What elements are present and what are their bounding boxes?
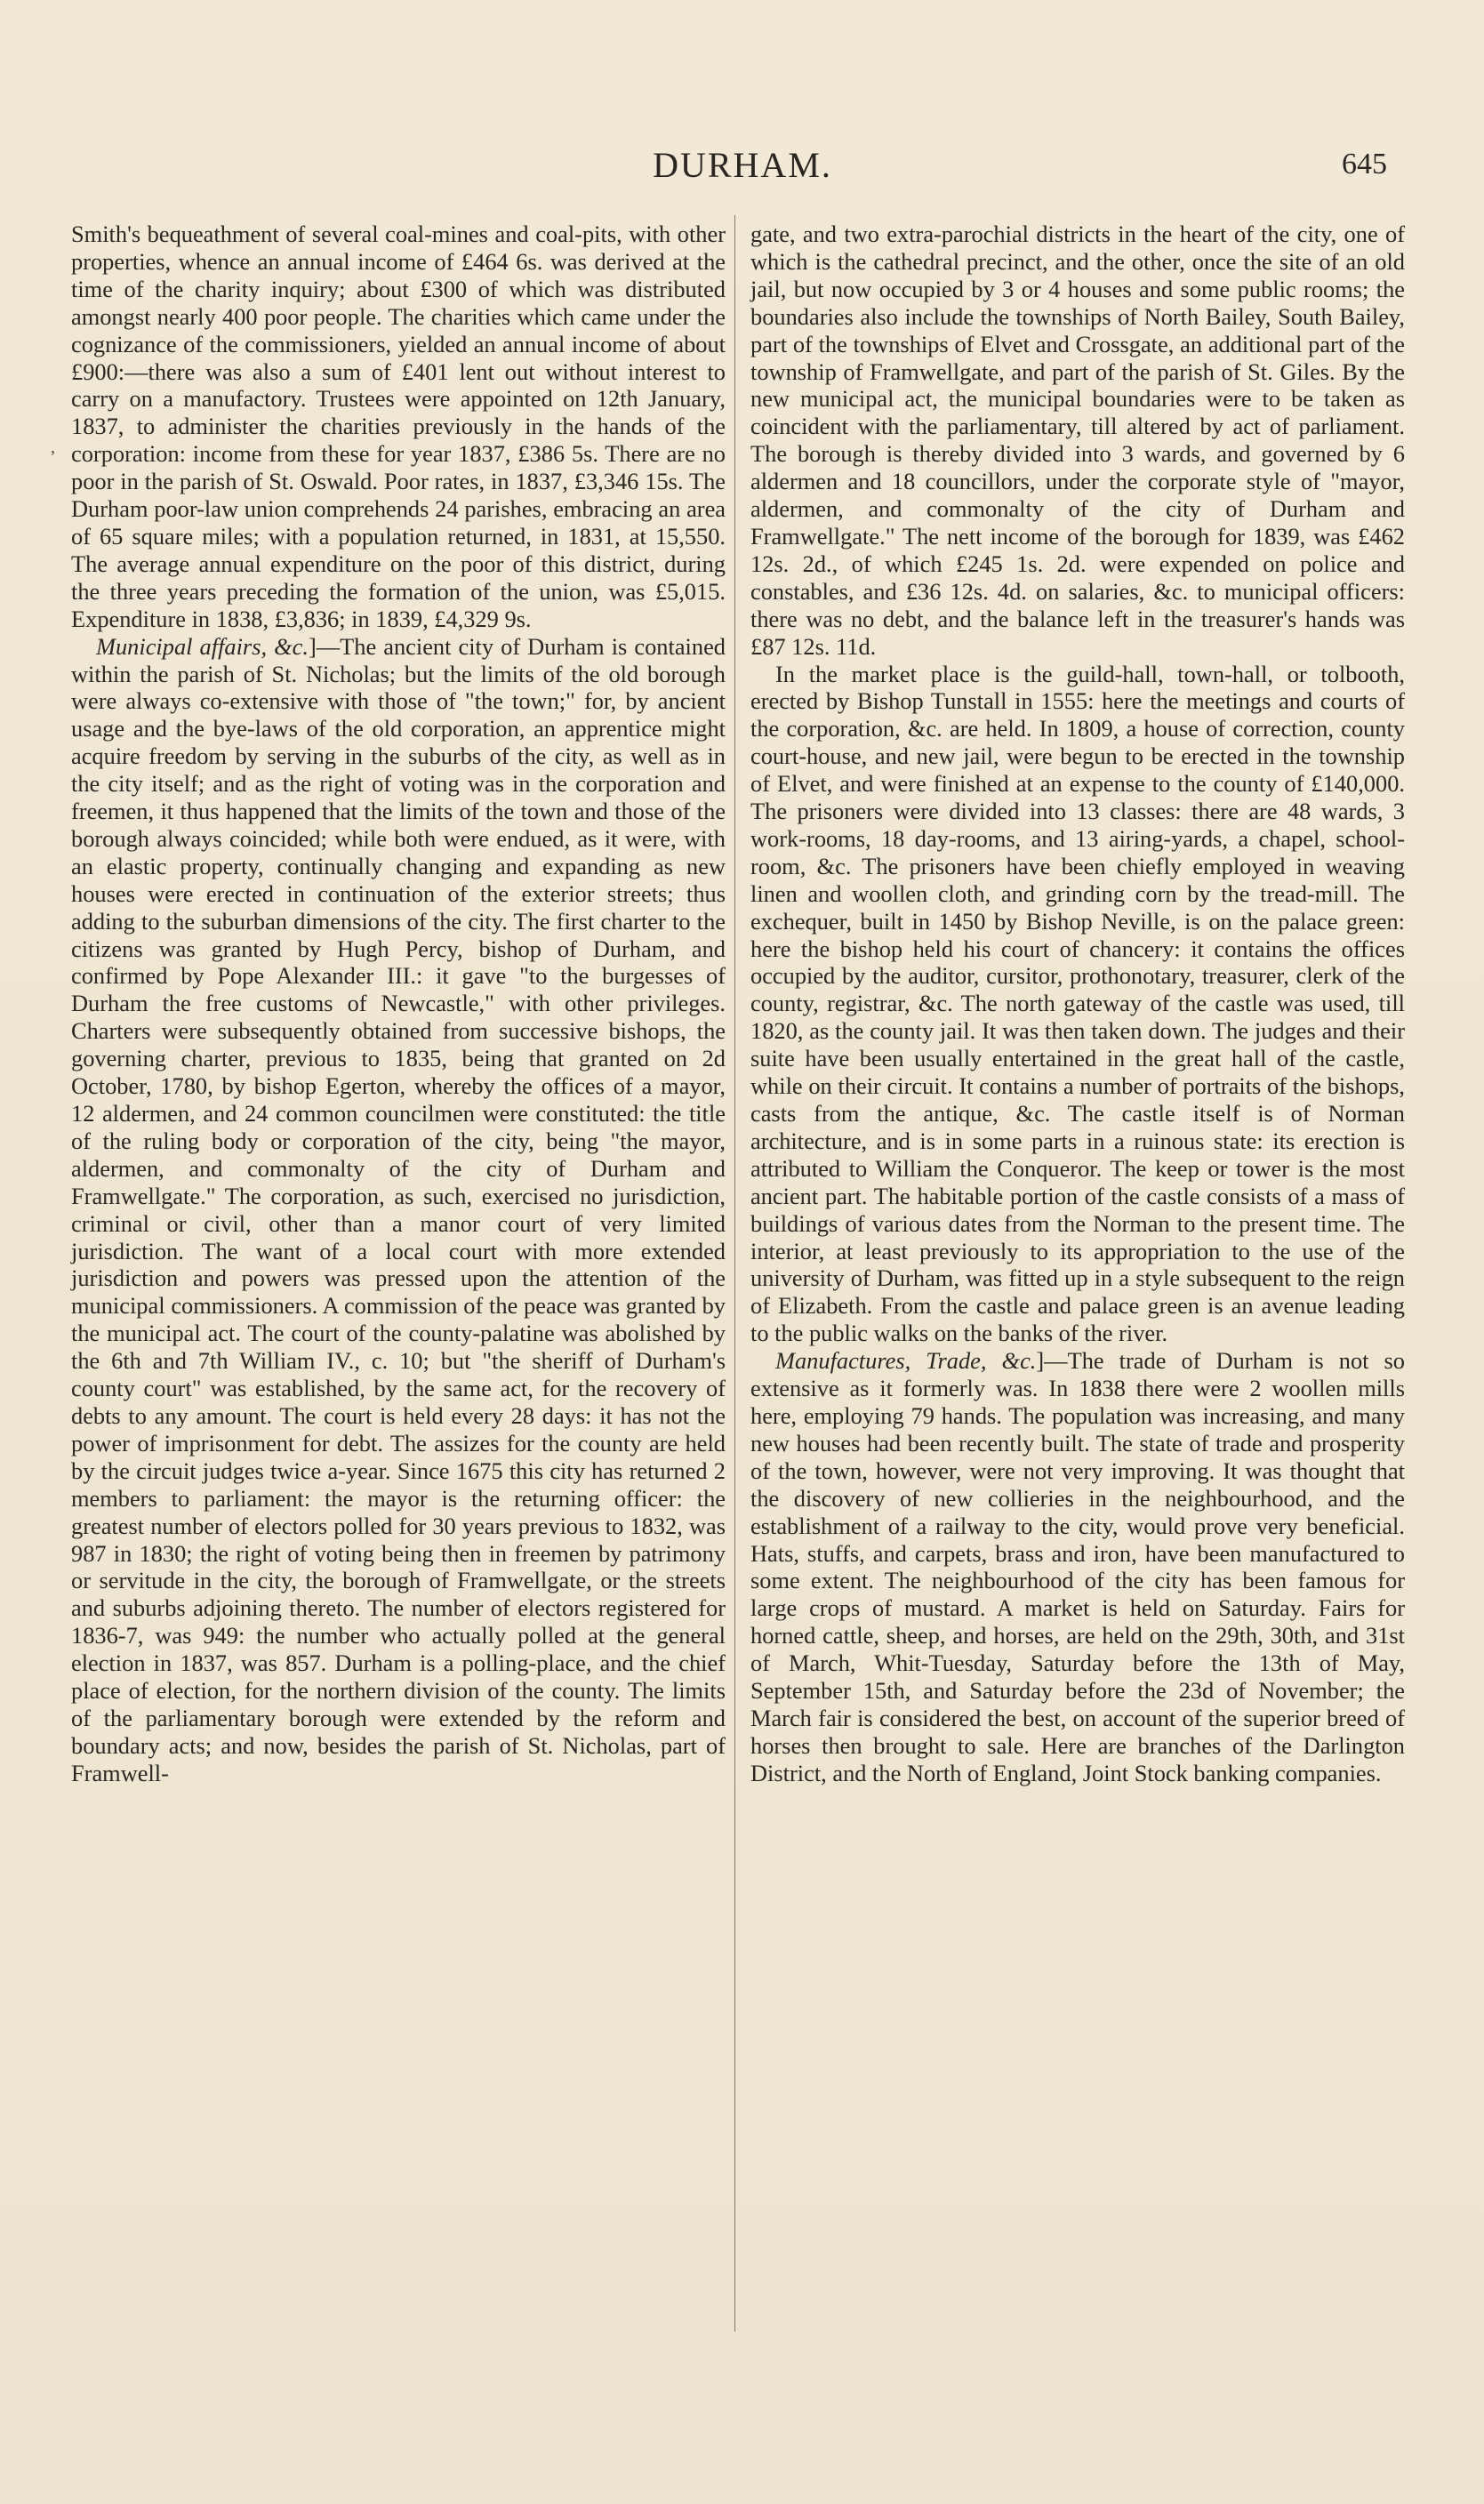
paragraph-charities: Smith's bequeathment of several coal-mines and coal-pits, with other properties, whence an annual income of £464 6s. was derived at the time of the charity inquiry; about £300 of which was distributed amongst nearly 400 poor people. The charities which came under the cognizance of the commissioners, yielded an annual income of about £900:—there was also a sum of £401 lent out without interest to carry on a manufactory. Trustees were appointed on 12th January, 1837, to administer the charities previously in the hands of the corporation: income from these for year 1837, £386 5s. There are no poor in the parish of St. Oswald. Poor rates, in 1837, £3,346 15s. The Durham poor-law union comprehends 24 parishes, embracing an area of 65 square miles; with a population returned, in 1831, at 15,550. The average annual expenditure on the poor of this district, during the three years preceding the formation of the union, was £5,015. Expenditure in 1838, £3,836; in 1839, £4,329 9s. <box>71 221 726 632</box>
paragraph-municipal-affairs <box>71 633 726 1787</box>
paragraph-manufactures <box>750 1347 1405 1787</box>
right-column <box>750 221 1405 1787</box>
margin-mark: ’ <box>50 447 56 467</box>
paragraph-borough-limits: gate, and two extra-parochial districts in the heart of the city, one of which is the cathedral precinct, and the other, once the site of an old jail, but now occupied by 3 or 4 houses and some public rooms; the boundaries also include the townships of North Bailey, South Bailey, part of the townships of Elvet and Crossgate, an additional part of the township of Framwellgate, and part of the parish of St. Giles. By the new municipal act, the municipal boundaries were to be taken as coincident with the parliamentary, till altered by act of parliament. The borough is thereby divided into 3 wards, and governed by 6 aldermen and 18 councillors, under the corporate style of "mayor, aldermen, and commonalty of the city of Durham and Framwellgate." The nett income of the borough for 1839, was £462 12s. 2d., of which £245 1s. 2d. were expended on police and constables, and £36 12s. 4d. on salaries, &c. to municipal officers: there was no debt, and the balance left in the treasurer's hands was £87 12s. 11d. <box>750 221 1405 660</box>
running-head <box>71 140 1414 190</box>
section-body-municipal-affairs: ]—The ancient city of Durham is contained within the parish of St. Nicholas; but the limits of the old borough were always co-extensive with those of "the town;" for, by ancient usage and the bye-laws of the old corporation, an apprentice might acquire freedom by serving in the suburbs of the city, as well as in the city itself; and as the right of voting was in the corporation and freemen, it thus happened that the limits of the town and those of the borough always coincided; while both were endued, as it were, with an elastic property, continually changing and expanding as new houses were erected in continuation of the exterior streets; thus adding to the suburban dimensions of the city. The first charter to the citizens was granted by Hugh Percy, bishop of Durham, and confirmed by Pope Alexander III.: it gave "to the burgesses of Durham the free customs of Newcastle," with other privileges. Charters were subsequently obtained from successive bishops, the governing charter, previous to 1835, being that granted on 2d October, 1780, by bishop Egerton, whereby the offices of a mayor, 12 aldermen, and 24 common councilmen were constituted: the title of the ruling body or corporation of the city, being "the mayor, aldermen, and commonalty of the city of Durham and Framwellgate." The corporation, as such, exercised no jurisdiction, criminal or civil, other than a manor court of very limited jurisdiction. The want of a local court with more extended jurisdiction and powers was pressed upon the attention of the municipal commissioners. A commission of the peace was granted by the municipal act. The court of the county-palatine was abolished by the 6th and 7th William IV., c. 10; but "the sheriff of Durham's county court" was established, by the same act, for the recovery of debts to any amount. The court is held every 28 days: it has not the power of imprisonment for debt. The assizes for the county are held by the circuit judges twice a-year. Since 1675 this city has returned 2 members to parliament: the mayor is the returning officer: the greatest number of electors polled for 30 years previous to 1832, was 987 in 1830; the right of voting being then in freemen by patrimony or servitude in the city, the borough of Framwellgate, or the streets and suburbs adjoining thereto. The number of electors registered for 1836-7, was 949: the number who actually polled at the general election in 1837, was 857. Durham is a polling-place, and the chief place of election, for the northern division of the county. The limits of the parliamentary borough were extended by the reform and boundary acts; and now, besides the parish of St. Nicholas, part of Framwell- <box>71 632 726 1786</box>
page-title: DURHAM. <box>653 145 832 185</box>
section-body-manufactures: ]—The trade of Durham is not so extensive as it formerly was. In 1838 there were 2 woollen mills here, employing 79 hands. The population was increasing, and many new houses had been recently built. The state of trade and prosperity of the town, however, were not very improving. It was thought that the discovery of new collieries in the neighbourhood, and the establishment of a railway to the city, would prove very beneficial. Hats, stuffs, and carpets, brass and iron, have been manufactured to some extent. The neighbourhood of the city has been famous for large crops of mustard. A market is held on Saturday. Fairs for horned cattle, sheep, and horses, are held on the 29th, 30th, and 31st of March, Whit-Tuesday, Saturday before the 13th of May, September 15th, and Saturday before the 23d of November; the March fair is considered the best, on account of the superior breed of horses then brought to sale. Here are branches of the Darlington District, and the North of England, Joint Stock banking companies. <box>750 1347 1406 1786</box>
left-column <box>71 221 726 1787</box>
section-title-municipal-affairs: Municipal affairs, &c. <box>96 632 309 660</box>
paragraph-public-buildings: In the market place is the guild-hall, town-hall, or tolbooth, erected by Bishop Tunstall in 1555: here the meetings and courts of the corporation, &c. are held. In 1809, a house of correction, county court-house, and new jail, were begun to be erected in the township of Elvet, and were finished at an expense to the county of £140,000. The prisoners were divided into 13 classes: there are 48 wards, 3 work-rooms, 18 day-rooms, and 13 airing-yards, a chapel, school-room, &c. The prisoners have been chiefly employed in weaving linen and woollen cloth, and grinding corn by the tread-mill. The exchequer, built in 1450 by Bishop Neville, is on the palace green: here the bishop held his court of chancery: it contains the offices occupied by the auditor, cursitor, prothonotary, treasurer, clerk of the county, registrar, &c. The north gateway of the castle was used, till 1820, as the county jail. It was then taken down. The judges and their suite have been usually entertained in the great hall of the castle, while on their circuit. It contains a number of portraits of the bishops, casts from the antique, &c. The castle itself is of Norman architecture, and is in some parts in a ruinous state: its erection is attributed to William the Conqueror. The keep or tower is the most ancient part. The habitable portion of the castle consists of a mass of buildings of various dates from the Norman to the present time. The interior, at least previously to its appropriation to the use of the university of Durham, was fitted up in a style subsequent to the reign of Elizabeth. From the castle and palace green is an avenue leading to the public walks on the banks of the river. <box>750 660 1405 1347</box>
section-title-manufactures: Manufactures, Trade, &c. <box>775 1347 1037 1375</box>
page-number: 645 <box>1342 148 1387 181</box>
column-divider <box>734 215 735 2331</box>
